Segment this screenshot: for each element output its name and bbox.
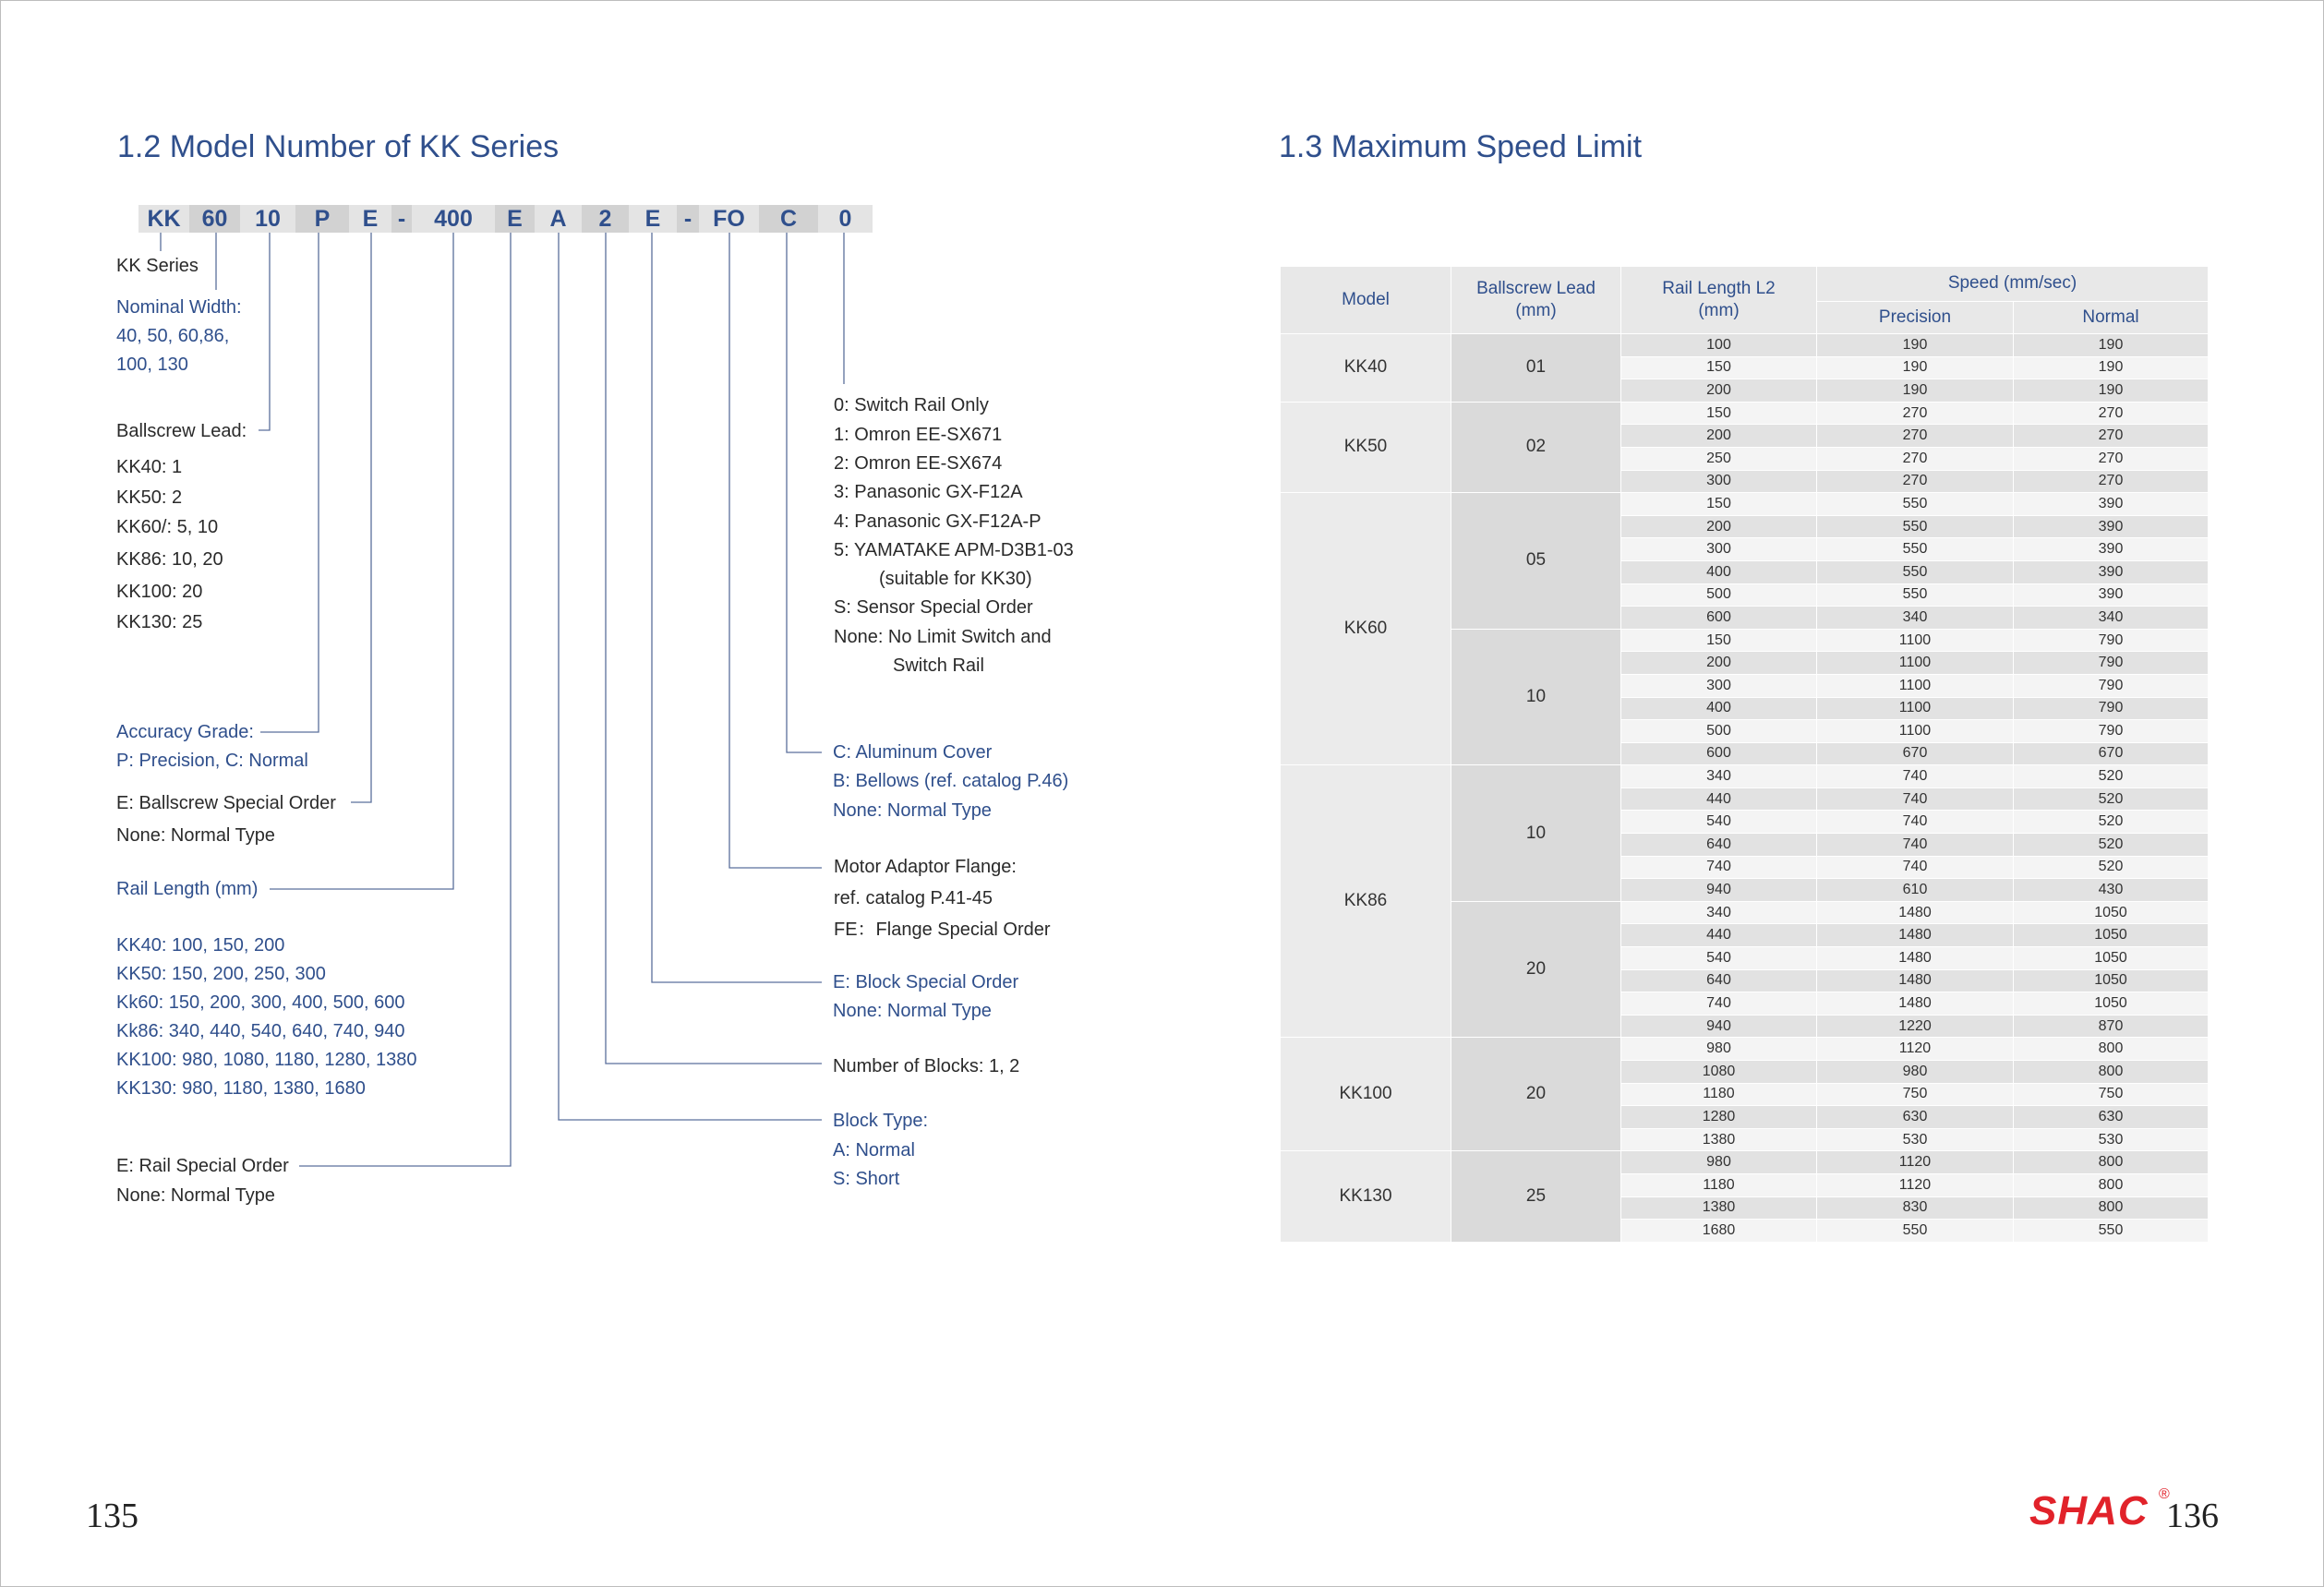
cell-speed-precision: 1100 (1817, 629, 2014, 652)
label-lead-kk60: KK60/: 5, 10 (116, 517, 219, 537)
cell-rail-length: 100 (1621, 334, 1817, 357)
cell-speed-normal: 800 (2014, 1038, 2209, 1061)
cell-rail-length: 640 (1621, 969, 1817, 992)
cell-rail-length: 300 (1621, 674, 1817, 697)
cell-rail-length: 340 (1621, 765, 1817, 788)
header-model: Model (1281, 267, 1451, 334)
cell-lead: 10 (1451, 765, 1621, 902)
cell-speed-normal: 520 (2014, 834, 2209, 857)
cell-model: KK60 (1281, 493, 1451, 765)
cell-speed-precision: 670 (1817, 742, 2014, 765)
cell-speed-normal: 270 (2014, 470, 2209, 493)
label-rail-length: Rail Length (mm) (116, 879, 259, 899)
code-segment: E (495, 205, 535, 233)
page-number-left: 135 (86, 1497, 138, 1535)
cell-rail-length: 300 (1621, 470, 1817, 493)
label-lead-kk86: KK86: 10, 20 (116, 549, 223, 570)
cell-speed-normal: 1050 (2014, 901, 2209, 924)
cell-rail-length: 600 (1621, 742, 1817, 765)
cell-speed-normal: 790 (2014, 720, 2209, 743)
cell-rail-length: 400 (1621, 697, 1817, 720)
cell-rail-length: 980 (1621, 1151, 1817, 1174)
table-row (1281, 1038, 2209, 1061)
cell-rail-length: 1180 (1621, 1173, 1817, 1196)
cell-rail-length: 1680 (1621, 1220, 1817, 1243)
cell-speed-precision: 550 (1817, 1220, 2014, 1243)
cell-speed-normal: 520 (2014, 765, 2209, 788)
cell-speed-precision: 190 (1817, 356, 2014, 379)
header-normal: Normal (2014, 301, 2209, 334)
label-cover-none: None: Normal Type (833, 800, 992, 821)
cell-speed-precision: 1120 (1817, 1151, 2014, 1174)
cell-rail-length: 740 (1621, 856, 1817, 879)
code-segment: 10 (240, 205, 295, 233)
cell-rail-length: 540 (1621, 811, 1817, 834)
cell-speed-normal: 1050 (2014, 924, 2209, 947)
header-rail-length (1621, 267, 1817, 334)
cell-rail-length: 600 (1621, 607, 1817, 630)
label-switch-4: 4: Panasonic GX-F12A-P (834, 511, 1042, 532)
label-number-of-blocks: Number of Blocks: 1, 2 (833, 1056, 1020, 1076)
label-kk-series: KK Series (116, 256, 199, 276)
cell-speed-normal: 1050 (2014, 992, 2209, 1016)
cell-lead: 10 (1451, 629, 1621, 765)
cell-speed-normal: 390 (2014, 493, 2209, 516)
cell-rail-length: 200 (1621, 425, 1817, 448)
label-rail-kk60: Kk60: 150, 200, 300, 400, 500, 600 (116, 992, 405, 1013)
label-block-special: E: Block Special Order (833, 972, 1019, 992)
cell-speed-normal: 270 (2014, 447, 2209, 470)
cell-speed-normal: 750 (2014, 1083, 2209, 1106)
label-rail-kk130: KK130: 980, 1180, 1380, 1680 (116, 1078, 366, 1099)
cell-rail-length: 1380 (1621, 1128, 1817, 1151)
cell-speed-precision: 750 (1817, 1083, 2014, 1106)
cell-speed-precision: 740 (1817, 787, 2014, 811)
connector-block-special (652, 233, 822, 982)
cell-lead: 02 (1451, 402, 1621, 492)
cell-rail-length: 440 (1621, 787, 1817, 811)
code-segment: E (629, 205, 677, 233)
label-motor-special: FE：Flange Special Order (834, 920, 1051, 940)
page-number-right: 136 (2166, 1497, 2219, 1535)
cell-rail-length: 300 (1621, 538, 1817, 561)
label-switch-5: 5: YAMATAKE APM-D3B1-03 (834, 540, 1074, 560)
label-rail-special: E: Rail Special Order (116, 1156, 289, 1176)
code-segment: KK (138, 205, 189, 233)
cell-speed-normal: 800 (2014, 1173, 2209, 1196)
label-switch-3: 3: Panasonic GX-F12A (834, 482, 1023, 502)
connector-rail-length (270, 233, 453, 889)
cell-speed-precision: 190 (1817, 334, 2014, 357)
cell-rail-length: 940 (1621, 879, 1817, 902)
code-segment: 60 (189, 205, 240, 233)
cell-speed-precision: 1120 (1817, 1038, 2014, 1061)
code-segment: 0 (818, 205, 873, 233)
connector-num-blocks (606, 233, 822, 1064)
label-cover-aluminum: C: Aluminum Cover (833, 742, 993, 763)
cell-speed-normal: 520 (2014, 856, 2209, 879)
label-lead-kk100: KK100: 20 (116, 582, 203, 602)
cell-rail-length: 1280 (1621, 1106, 1817, 1129)
label-switch-0: 0: Switch Rail Only (834, 395, 989, 415)
cell-speed-normal: 430 (2014, 879, 2209, 902)
cell-rail-length: 200 (1621, 652, 1817, 675)
cell-speed-normal: 340 (2014, 607, 2209, 630)
table-row (1281, 1151, 2209, 1174)
cell-rail-length: 500 (1621, 720, 1817, 743)
cell-rail-length: 980 (1621, 1038, 1817, 1061)
cell-speed-precision: 530 (1817, 1128, 2014, 1151)
code-segment: 2 (582, 205, 629, 233)
registered-mark: ® (2159, 1486, 2170, 1502)
header-precision: Precision (1817, 301, 2014, 334)
cell-rail-length: 640 (1621, 834, 1817, 857)
cell-model: KK130 (1281, 1151, 1451, 1242)
cell-speed-precision: 270 (1817, 425, 2014, 448)
cell-speed-precision: 1120 (1817, 1173, 2014, 1196)
cell-rail-length: 740 (1621, 992, 1817, 1016)
cell-lead: 25 (1451, 1151, 1621, 1242)
cell-speed-normal: 790 (2014, 674, 2209, 697)
cell-speed-precision: 1100 (1817, 674, 2014, 697)
connector-lead (259, 233, 270, 430)
cell-speed-normal: 800 (2014, 1061, 2209, 1084)
cell-speed-precision: 630 (1817, 1106, 2014, 1129)
table-row (1281, 334, 2209, 357)
table-row (1281, 765, 2209, 788)
cell-speed-normal: 870 (2014, 1015, 2209, 1038)
cell-rail-length: 340 (1621, 901, 1817, 924)
label-accuracy-grade: Accuracy Grade: (116, 722, 254, 742)
label-lead-kk50: KK50: 2 (116, 487, 183, 508)
cell-speed-normal: 670 (2014, 742, 2209, 765)
cell-speed-normal: 630 (2014, 1106, 2209, 1129)
header-ballscrew-lead (1451, 267, 1621, 334)
header-speed: Speed (mm/sec) (1817, 267, 2209, 302)
label-motor-flange: Motor Adaptor Flange: (834, 857, 1017, 877)
cell-model: KK40 (1281, 334, 1451, 403)
header-rail-line2: (mm) (1698, 301, 1740, 320)
label-nominal-width-values-2: 100, 130 (116, 355, 188, 375)
cell-rail-length: 1380 (1621, 1196, 1817, 1220)
cell-speed-precision: 340 (1817, 607, 2014, 630)
cell-speed-normal: 270 (2014, 402, 2209, 425)
cell-speed-normal: 520 (2014, 787, 2209, 811)
cell-speed-precision: 740 (1817, 856, 2014, 879)
label-switch-s: S: Sensor Special Order (834, 597, 1033, 618)
label-lead-kk130: KK130: 25 (116, 612, 203, 632)
cell-speed-normal: 190 (2014, 356, 2209, 379)
label-rail-kk86: Kk86: 340, 440, 540, 640, 740, 940 (116, 1021, 405, 1041)
cell-rail-length: 200 (1621, 379, 1817, 403)
cell-speed-precision: 1220 (1817, 1015, 2014, 1038)
cell-speed-precision: 1480 (1817, 992, 2014, 1016)
code-segment: 400 (412, 205, 495, 233)
cell-speed-normal: 790 (2014, 652, 2209, 675)
cell-speed-precision: 550 (1817, 493, 2014, 516)
label-motor-ref: ref. catalog P.41-45 (834, 888, 993, 908)
cell-speed-normal: 390 (2014, 583, 2209, 607)
label-ballscrew-normal: None: Normal Type (116, 825, 275, 846)
label-block-type-normal: A: Normal (833, 1140, 915, 1160)
cell-speed-precision: 1480 (1817, 947, 2014, 970)
cell-speed-normal: 190 (2014, 334, 2209, 357)
code-segment: P (295, 205, 349, 233)
cell-speed-precision: 1480 (1817, 924, 2014, 947)
code-segment: - (677, 205, 699, 233)
label-block-normal: None: Normal Type (833, 1001, 992, 1021)
cell-speed-precision: 830 (1817, 1196, 2014, 1220)
header-lead-line1: Ballscrew Lead (1476, 279, 1595, 298)
cell-speed-normal: 520 (2014, 811, 2209, 834)
cell-rail-length: 150 (1621, 493, 1817, 516)
cell-speed-precision: 740 (1817, 811, 2014, 834)
cell-speed-precision: 740 (1817, 765, 2014, 788)
shac-logo: SHAC (2029, 1488, 2149, 1533)
cell-speed-precision: 190 (1817, 379, 2014, 403)
label-cover-bellows: B: Bellows (ref. catalog P.46) (833, 771, 1069, 791)
label-rail-kk100: KK100: 980, 1080, 1180, 1280, 1380 (116, 1050, 417, 1070)
cell-speed-normal: 390 (2014, 538, 2209, 561)
cell-rail-length: 940 (1621, 1015, 1817, 1038)
cell-speed-precision: 610 (1817, 879, 2014, 902)
table-row (1281, 493, 2209, 516)
cell-speed-precision: 1100 (1817, 697, 2014, 720)
label-rail-normal: None: Normal Type (116, 1185, 275, 1206)
cell-lead: 01 (1451, 334, 1621, 403)
cell-speed-normal: 390 (2014, 515, 2209, 538)
cell-speed-precision: 1100 (1817, 652, 2014, 675)
cell-speed-precision: 550 (1817, 583, 2014, 607)
label-ballscrew-special: E: Ballscrew Special Order (116, 793, 336, 813)
code-segment: E (349, 205, 391, 233)
cell-speed-precision: 1480 (1817, 901, 2014, 924)
cell-speed-precision: 270 (1817, 402, 2014, 425)
cell-rail-length: 250 (1621, 447, 1817, 470)
label-switch-none-2: Switch Rail (893, 655, 984, 676)
cell-rail-length: 150 (1621, 356, 1817, 379)
cell-speed-precision: 270 (1817, 470, 2014, 493)
cell-speed-normal: 390 (2014, 560, 2209, 583)
label-accuracy-values: P: Precision, C: Normal (116, 751, 308, 771)
connector-block-type (559, 233, 822, 1120)
cell-lead: 05 (1451, 493, 1621, 630)
connector-ballscrew-special (351, 233, 371, 802)
label-nominal-width: Nominal Width: (116, 297, 242, 318)
section-title-model-number: 1.2 Model Number of KK Series (117, 129, 560, 164)
cell-speed-normal: 1050 (2014, 969, 2209, 992)
cell-speed-normal: 270 (2014, 425, 2209, 448)
label-rail-kk40: KK40: 100, 150, 200 (116, 935, 285, 956)
cell-speed-precision: 1100 (1817, 720, 2014, 743)
header-rail-line1: Rail Length L2 (1662, 279, 1776, 298)
label-nominal-width-values: 40, 50, 60,86, (116, 326, 230, 346)
cell-speed-normal: 530 (2014, 1128, 2209, 1151)
cell-rail-length: 200 (1621, 515, 1817, 538)
header-lead-line2: (mm) (1515, 301, 1557, 320)
label-switch-1: 1: Omron EE-SX671 (834, 425, 1003, 445)
connector-motor (729, 233, 822, 868)
cell-speed-precision: 980 (1817, 1061, 2014, 1084)
connector-cover (787, 233, 822, 752)
cell-rail-length: 1180 (1621, 1083, 1817, 1106)
label-ballscrew-lead: Ballscrew Lead: (116, 421, 247, 441)
cell-speed-normal: 790 (2014, 629, 2209, 652)
label-switch-5-note: (suitable for KK30) (879, 569, 1032, 589)
cell-rail-length: 400 (1621, 560, 1817, 583)
cell-rail-length: 150 (1621, 629, 1817, 652)
label-lead-kk40: KK40: 1 (116, 457, 183, 477)
label-switch-none: None: No Limit Switch and (834, 627, 1052, 647)
cell-model: KK50 (1281, 402, 1451, 492)
code-segment: - (391, 205, 412, 233)
cell-lead: 20 (1451, 901, 1621, 1038)
cell-model: KK86 (1281, 765, 1451, 1038)
cell-speed-normal: 790 (2014, 697, 2209, 720)
cell-rail-length: 150 (1621, 402, 1817, 425)
label-rail-kk50: KK50: 150, 200, 250, 300 (116, 964, 326, 984)
cell-speed-precision: 550 (1817, 538, 2014, 561)
cell-speed-normal: 800 (2014, 1151, 2209, 1174)
cell-speed-precision: 550 (1817, 560, 2014, 583)
cell-speed-normal: 1050 (2014, 947, 2209, 970)
cell-speed-normal: 550 (2014, 1220, 2209, 1243)
cell-speed-precision: 740 (1817, 834, 2014, 857)
cell-speed-precision: 550 (1817, 515, 2014, 538)
cell-speed-precision: 270 (1817, 447, 2014, 470)
label-switch-2: 2: Omron EE-SX674 (834, 453, 1003, 474)
cell-speed-normal: 800 (2014, 1196, 2209, 1220)
code-segment: A (535, 205, 582, 233)
label-block-type-short: S: Short (833, 1169, 900, 1189)
cell-speed-precision: 1480 (1817, 969, 2014, 992)
cell-speed-normal: 190 (2014, 379, 2209, 403)
cell-model: KK100 (1281, 1038, 1451, 1151)
cell-rail-length: 500 (1621, 583, 1817, 607)
table-row (1281, 402, 2209, 425)
code-segment: C (759, 205, 818, 233)
cell-rail-length: 540 (1621, 947, 1817, 970)
speed-limit-table (1280, 266, 2209, 1243)
label-block-type: Block Type: (833, 1111, 929, 1131)
cell-rail-length: 1080 (1621, 1061, 1817, 1084)
cell-lead: 20 (1451, 1038, 1621, 1151)
code-segment: FO (699, 205, 759, 233)
section-title-speed-limit: 1.3 Maximum Speed Limit (1279, 129, 1643, 164)
cell-rail-length: 440 (1621, 924, 1817, 947)
